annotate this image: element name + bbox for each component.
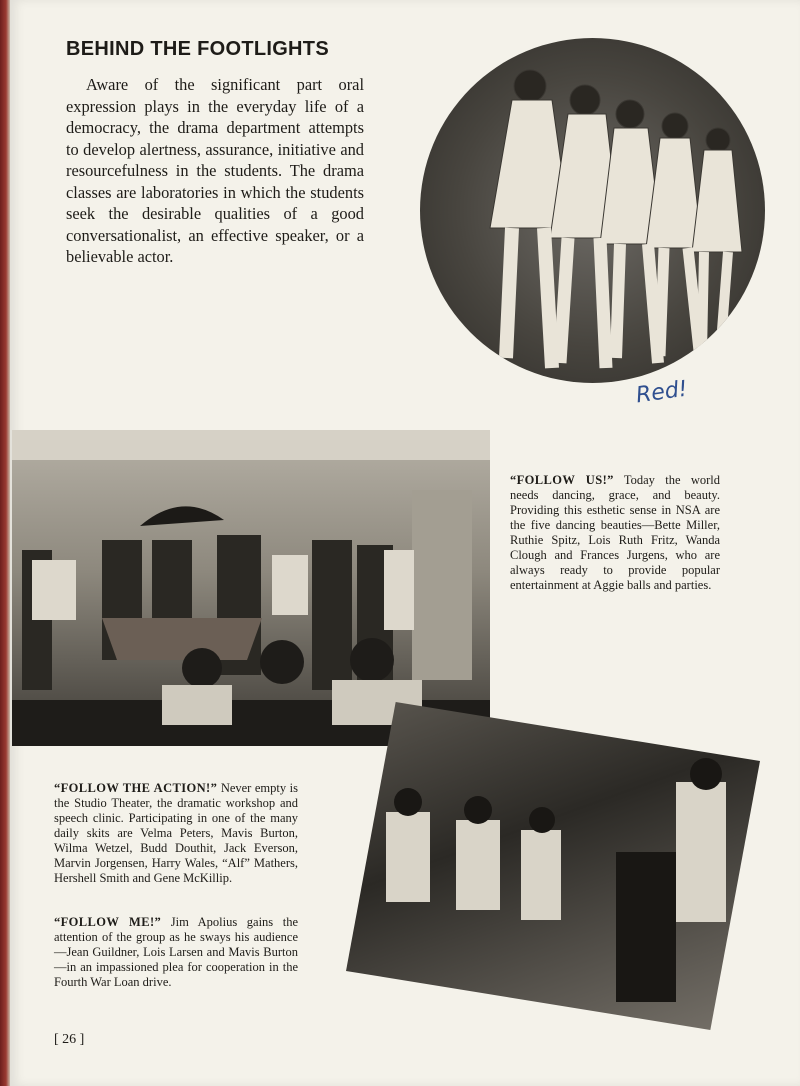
caption-follow-me-text: Jim Apolius gains the attention of the group as he sways his audience—Jean Guildner, Lois Larsen and Mavis Burton—in an impassioned plea for cooperation in the Fourth War Loan drive.: [54, 915, 298, 989]
classroom-photo: [346, 702, 760, 1030]
page-heading: BEHIND THE FOOTLIGHTS: [66, 38, 329, 60]
caption-follow-action-text: Never empty is the Studio Theater, the dramatic workshop and speech clinic. Participating in one of the many daily skits are Velma Peters, Mavis Burton, Wilma Wetzel, Budd Douthit, Jack Everson, Marvin Jorgensen, Harry Wales, “Alf” Mathers, Hershell Smith and Gene McKillip.: [54, 781, 299, 885]
binding-spine: [0, 0, 10, 1086]
classroom-illustration: [346, 702, 760, 1030]
caption-follow-us-text: Today the world needs dancing, grace, and beauty. Providing this esthetic sense in NSA are the five dancing beauties—Bette Miller, Ruthie Spitz, Lois Ruth Fritz, Wanda Clough and Frances Jurgens, who are always ready to provide popular entertainment at Aggie balls and parties.: [510, 473, 720, 592]
caption-follow-action: [54, 781, 298, 886]
stage-photo: [12, 430, 490, 746]
caption-follow-us-lead: “FOLLOW US!”: [510, 473, 614, 487]
caption-follow-me: [54, 915, 298, 990]
dancers-photo: [420, 38, 765, 383]
stage-illustration: [12, 430, 490, 746]
dancers-illustration: [420, 38, 765, 383]
page-number: [ 26 ]: [54, 1032, 85, 1047]
caption-follow-me-lead: “FOLLOW ME!”: [54, 915, 162, 929]
caption-follow-us: [510, 473, 720, 593]
handwritten-note: Red!: [634, 376, 690, 409]
caption-follow-action-lead: “FOLLOW THE ACTION!”: [54, 781, 218, 795]
intro-paragraph: Aware of the significant part oral expression plays in the everyday life of a democracy, the drama department attempts to develop alertness, assurance, initiative and resourcefulness in the students. The drama classes are laboratories in which the students seek the desirable qualities of a good conversationalist, an effective speaker, or a believable actor.: [66, 75, 364, 266]
